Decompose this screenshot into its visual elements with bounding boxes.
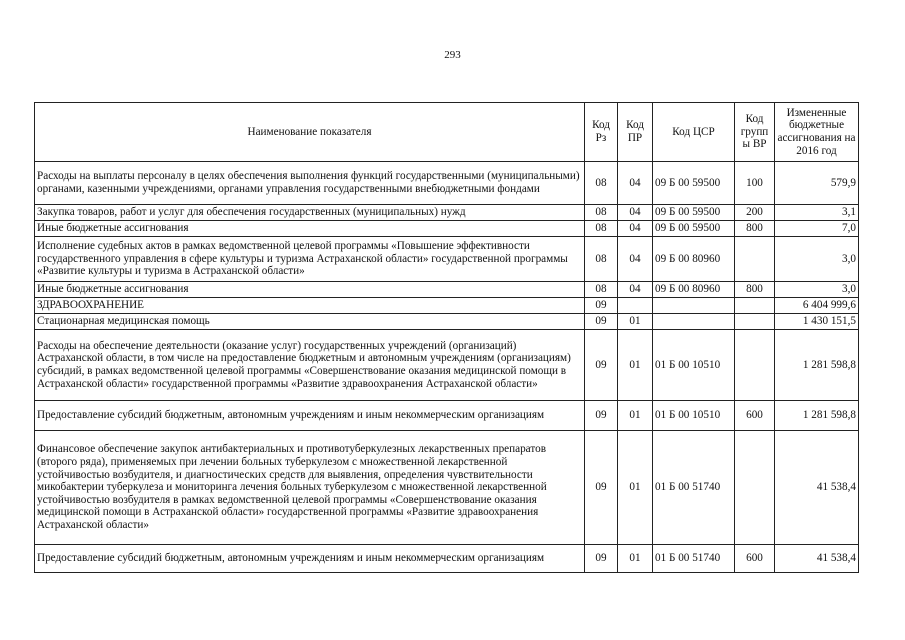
row-csr bbox=[653, 298, 735, 314]
row-vr: 600 bbox=[735, 545, 775, 573]
row-name: Исполнение судебных актов в рамках ведомственной целевой программы «Повышение эффективности государственного управления в сфере культуры и туризма Астраханской области» государственной программы «Развитие культуры и туризма в Астраханской области» bbox=[35, 237, 585, 282]
row-sum: 3,0 bbox=[775, 282, 859, 298]
header-pr: Код ПР bbox=[618, 103, 653, 162]
table-row bbox=[35, 330, 859, 401]
row-name: Иные бюджетные ассигнования bbox=[35, 282, 585, 298]
row-pr: 01 bbox=[618, 314, 653, 330]
row-rz: 08 bbox=[585, 162, 618, 205]
row-sum: 41 538,4 bbox=[775, 545, 859, 573]
row-csr: 01 Б 00 10510 bbox=[653, 330, 735, 401]
header-csr: Код ЦСР bbox=[653, 103, 735, 162]
table-row bbox=[35, 314, 859, 330]
row-vr bbox=[735, 298, 775, 314]
table-row bbox=[35, 431, 859, 545]
row-rz: 09 bbox=[585, 431, 618, 545]
header-rz: Код Рз bbox=[585, 103, 618, 162]
row-pr: 01 bbox=[618, 401, 653, 431]
row-csr: 09 Б 00 80960 bbox=[653, 237, 735, 282]
row-pr: 04 bbox=[618, 237, 653, 282]
row-sum: 579,9 bbox=[775, 162, 859, 205]
row-name: Предоставление субсидий бюджетным, автономным учреждениям и иным некоммерческим организациям bbox=[35, 545, 585, 573]
row-sum: 1 281 598,8 bbox=[775, 330, 859, 401]
row-vr: 100 bbox=[735, 162, 775, 205]
row-csr: 01 Б 00 51740 bbox=[653, 431, 735, 545]
row-name: Финансовое обеспечение закупок антибактериальных и противотуберкулезных лекарственных препаратов (второго ряда), применяемых при лечении больных туберкулезом с множественной лекарственной устойчивостью возбудителя, и диагностических средств для выявления, определения чувствительности микобактерии туберкулеза и мониторинга лечения больных туберкулезом с множественной лекарственной устойчивостью возбудителя в рамках ведомственной целевой программы «Совершенствование оказания медицинской помощи в Астраханской области» государственной программы «Развитие здравоохранения Астраханской области» bbox=[35, 431, 585, 545]
row-pr: 01 bbox=[618, 431, 653, 545]
row-name: Закупка товаров, работ и услуг для обеспечения государственных (муниципальных) нужд bbox=[35, 205, 585, 221]
row-pr bbox=[618, 298, 653, 314]
header-vr: Код группы ВР bbox=[735, 103, 775, 162]
row-vr bbox=[735, 237, 775, 282]
row-csr: 09 Б 00 59500 bbox=[653, 205, 735, 221]
row-csr: 09 Б 00 80960 bbox=[653, 282, 735, 298]
row-sum: 41 538,4 bbox=[775, 431, 859, 545]
row-csr: 09 Б 00 59500 bbox=[653, 221, 735, 237]
row-rz: 09 bbox=[585, 314, 618, 330]
row-rz: 08 bbox=[585, 282, 618, 298]
row-vr bbox=[735, 314, 775, 330]
row-name: Предоставление субсидий бюджетным, автономным учреждениям и иным некоммерческим организациям bbox=[35, 401, 585, 431]
row-csr: 09 Б 00 59500 bbox=[653, 162, 735, 205]
row-rz: 09 bbox=[585, 401, 618, 431]
table-row bbox=[35, 298, 859, 314]
row-rz: 08 bbox=[585, 237, 618, 282]
row-rz: 08 bbox=[585, 221, 618, 237]
table-row bbox=[35, 282, 859, 298]
table-row bbox=[35, 401, 859, 431]
row-csr: 01 Б 00 51740 bbox=[653, 545, 735, 573]
row-sum: 7,0 bbox=[775, 221, 859, 237]
row-rz: 09 bbox=[585, 545, 618, 573]
row-vr: 200 bbox=[735, 205, 775, 221]
row-vr: 800 bbox=[735, 282, 775, 298]
table-row bbox=[35, 545, 859, 573]
row-rz: 08 bbox=[585, 205, 618, 221]
row-sum: 1 281 598,8 bbox=[775, 401, 859, 431]
row-csr: 01 Б 00 10510 bbox=[653, 401, 735, 431]
row-name: Иные бюджетные ассигнования bbox=[35, 221, 585, 237]
table-header-row bbox=[35, 103, 859, 162]
row-pr: 04 bbox=[618, 221, 653, 237]
row-name: Расходы на обеспечение деятельности (оказание услуг) государственных учреждений (организаций) Астраханской области, в том числе на предоставление бюджетным и автономным учреждениям (организациям) субсидий, в рамках ведомственной целевой программы «Совершенствование оказания медицинской помощи в Астраханской области» государственной программы «Развитие здравоохранения Астраханской области» bbox=[35, 330, 585, 401]
budget-table bbox=[34, 102, 859, 573]
row-sum: 1 430 151,5 bbox=[775, 314, 859, 330]
row-sum: 6 404 999,6 bbox=[775, 298, 859, 314]
row-pr: 04 bbox=[618, 282, 653, 298]
row-sum: 3,1 bbox=[775, 205, 859, 221]
table-row bbox=[35, 205, 859, 221]
row-rz: 09 bbox=[585, 298, 618, 314]
row-csr bbox=[653, 314, 735, 330]
table-row bbox=[35, 237, 859, 282]
row-pr: 01 bbox=[618, 545, 653, 573]
row-vr: 600 bbox=[735, 401, 775, 431]
row-sum: 3,0 bbox=[775, 237, 859, 282]
header-sum: Измененные бюджетные ассигнования на 2016 год bbox=[775, 103, 859, 162]
row-rz: 09 bbox=[585, 330, 618, 401]
table-row bbox=[35, 221, 859, 237]
row-vr bbox=[735, 431, 775, 545]
row-name: Расходы на выплаты персоналу в целях обеспечения выполнения функций государственными (муниципальными) органами, казенными учреждениями, органами управления государственными внебюджетными фондами bbox=[35, 162, 585, 205]
page-number: 293 bbox=[444, 49, 461, 61]
row-vr bbox=[735, 330, 775, 401]
header-name: Наименование показателя bbox=[35, 103, 585, 162]
table-row bbox=[35, 162, 859, 205]
row-pr: 04 bbox=[618, 162, 653, 205]
row-pr: 04 bbox=[618, 205, 653, 221]
row-name: Стационарная медицинская помощь bbox=[35, 314, 585, 330]
row-pr: 01 bbox=[618, 330, 653, 401]
row-vr: 800 bbox=[735, 221, 775, 237]
row-name: ЗДРАВООХРАНЕНИЕ bbox=[35, 298, 585, 314]
